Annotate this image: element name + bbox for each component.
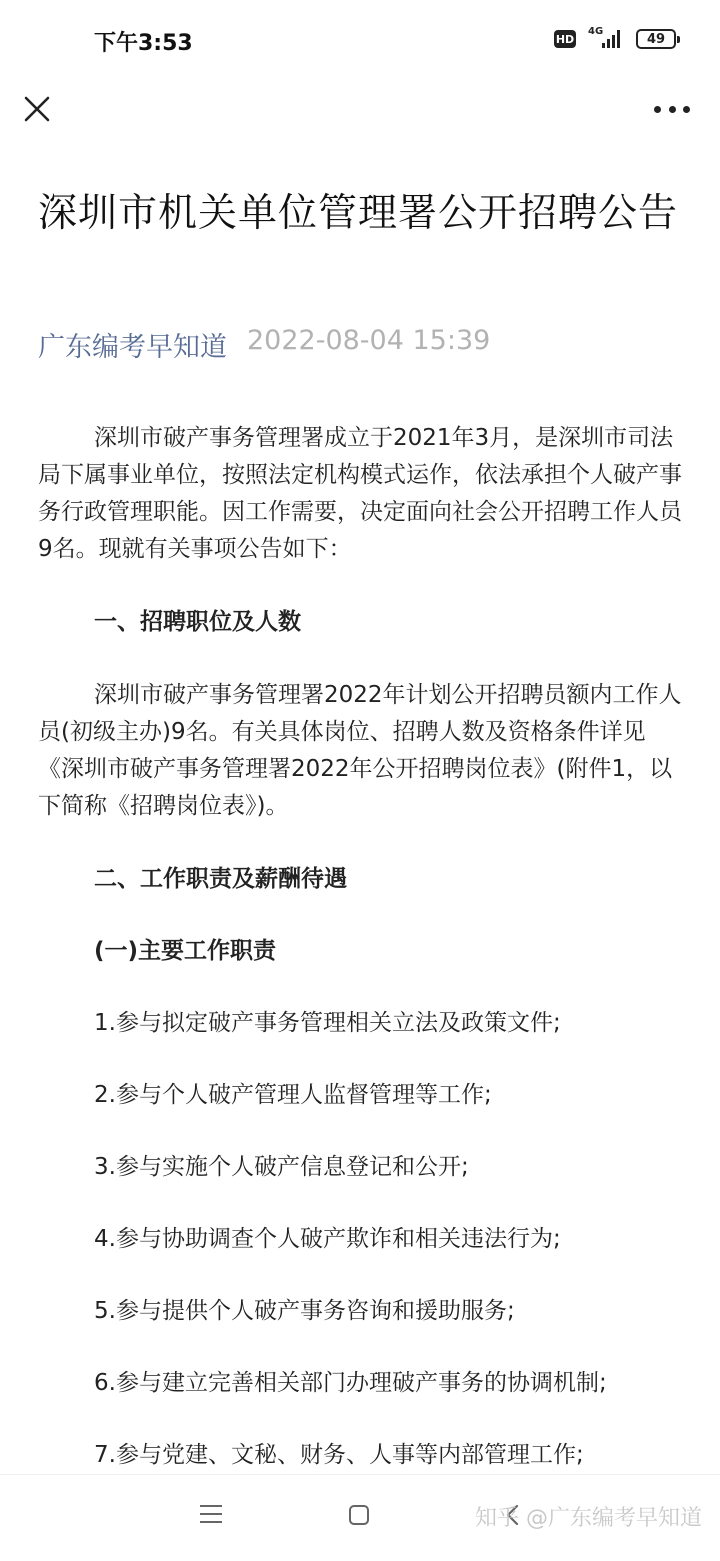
status-icons [554, 28, 676, 50]
status-bar [0, 0, 720, 84]
list-item: 6.参与建立完善相关部门办理破产事务的协调机制; [94, 1370, 607, 1396]
watermark: 知乎 @广东编考早知道 [475, 1506, 702, 1531]
system-nav-bar [0, 1474, 720, 1561]
publish-date: 2022-08-04 15:39 [247, 325, 491, 356]
subsection-heading: (一)主要工作职责 [94, 938, 277, 964]
article-title: 深圳市机关单位管理署公开招聘公告 [38, 191, 679, 236]
list-item: 3.参与实施个人破产信息登记和公开; [94, 1154, 469, 1180]
more-dot [683, 106, 690, 113]
battery-icon: 49 [636, 29, 676, 49]
hd-icon: HD [554, 30, 576, 48]
close-icon[interactable] [20, 92, 54, 126]
list-item: 2.参与个人破产管理人监督管理等工作; [94, 1082, 492, 1108]
home-icon[interactable] [349, 1505, 369, 1525]
signal-icon [588, 28, 624, 50]
intro-paragraph: 深圳市破产事务管理署成立于2021年3月，是深圳市司法局下属事业单位，按照法定机构模式运作，依法承担个人破产事务行政管理职能。因工作需要，决定面向社会公开招聘工作人员9名。现就有关事项公告如下： [38, 425, 682, 562]
article-content [38, 420, 688, 1474]
network-type: 4G [588, 26, 604, 37]
list-item: 7.参与党建、文秘、财务、人事等内部管理工作; [94, 1442, 584, 1468]
section-heading: 一、招聘职位及人数 [94, 609, 301, 635]
menu-icon[interactable] [200, 1505, 222, 1523]
more-icon[interactable] [654, 97, 690, 121]
list-item: 4.参与协助调查个人破产欺诈和相关违法行为; [94, 1226, 561, 1252]
more-dot [654, 106, 661, 113]
list-item: 1.参与拟定破产事务管理相关立法及政策文件; [94, 1010, 561, 1036]
more-dot [669, 106, 676, 113]
status-time: 下午3:53 [94, 31, 193, 56]
list-item: 5.参与提供个人破产事务咨询和援助服务; [94, 1298, 515, 1324]
body-paragraph: 深圳市破产事务管理署2022年计划公开招聘员额内工作人员(初级主办)9名。有关具体岗位、招聘人数及资格条件详见《深圳市破产事务管理署2022年公开招聘岗位表》(附件1，以下简称《招聘岗位表》)。 [38, 682, 682, 819]
author-link[interactable]: 广东编考早知道 [38, 332, 227, 363]
article-meta [38, 325, 490, 364]
section-heading: 二、工作职责及薪酬待遇 [94, 866, 347, 892]
